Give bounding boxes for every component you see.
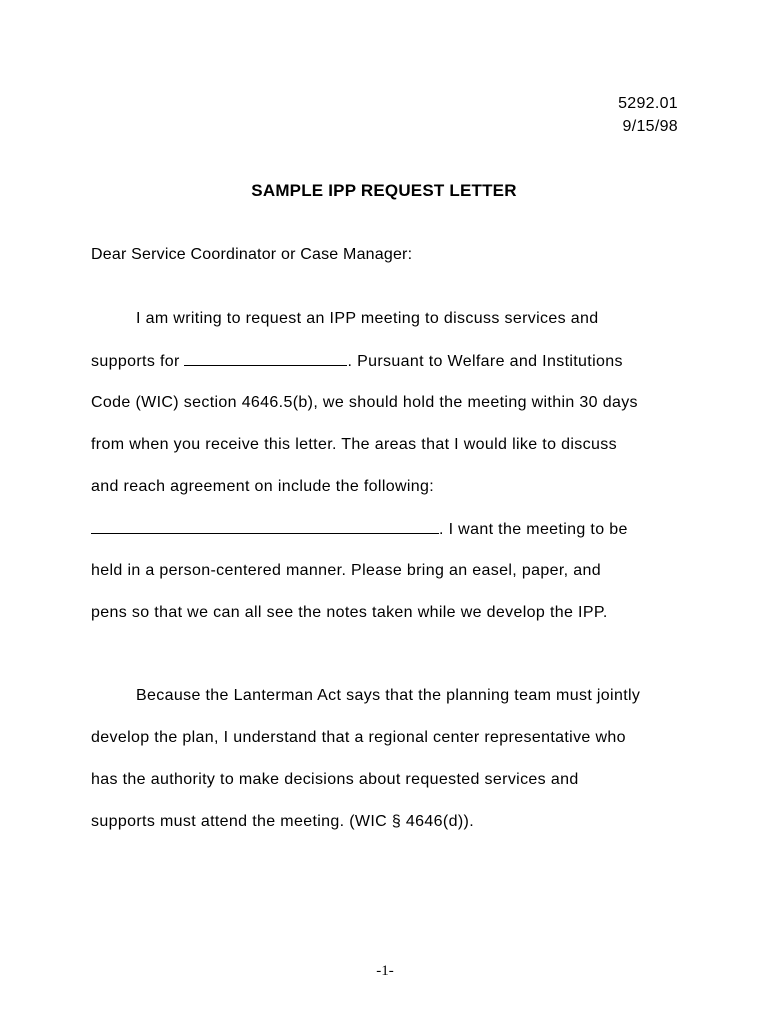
paragraph-2-line-4: supports must attend the meeting. (WIC § 4646(d)).: [91, 813, 474, 830]
name-blank-field: [184, 351, 347, 366]
salutation: Dear Service Coordinator or Case Manager:: [91, 246, 413, 263]
paragraph-1-line-5: and reach agreement on include the following:: [91, 478, 435, 495]
paragraph-1-line-8: pens so that we can all see the notes taken while we develop the IPP.: [91, 604, 608, 621]
document-number: 5292.01: [618, 95, 678, 112]
paragraph-2-line-1: Because the Lanterman Act says that the planning team must jointly: [136, 687, 641, 704]
paragraph-2-line-2: develop the plan, I understand that a regional center representative who: [91, 729, 626, 746]
paragraph-2-line-3: has the authority to make decisions about requested services and: [91, 771, 579, 788]
paragraph-1-line-7: held in a person-centered manner. Please bring an easel, paper, and: [91, 562, 602, 579]
paragraph-1-line-1: I am writing to request an IPP meeting to discuss services and: [136, 310, 599, 327]
document-date: 9/15/98: [622, 118, 678, 135]
paragraph-1-line-6-end: . I want the meeting to be: [439, 521, 628, 538]
letter-title: SAMPLE IPP REQUEST LETTER: [251, 181, 517, 200]
paragraph-1-line-2-start: supports for: [91, 353, 180, 370]
areas-blank-field: [91, 519, 439, 534]
paragraph-1-line-2-end: . Pursuant to Welfare and Institutions: [347, 353, 623, 370]
paragraph-1-line-2: [91, 351, 623, 371]
paragraph-1-line-4: from when you receive this letter. The areas that I would like to discuss: [91, 436, 617, 453]
page-number: -1-: [376, 963, 394, 979]
paragraph-1-line-3: Code (WIC) section 4646.5(b), we should hold the meeting within 30 days: [91, 394, 638, 411]
paragraph-1-line-6: [91, 519, 628, 539]
